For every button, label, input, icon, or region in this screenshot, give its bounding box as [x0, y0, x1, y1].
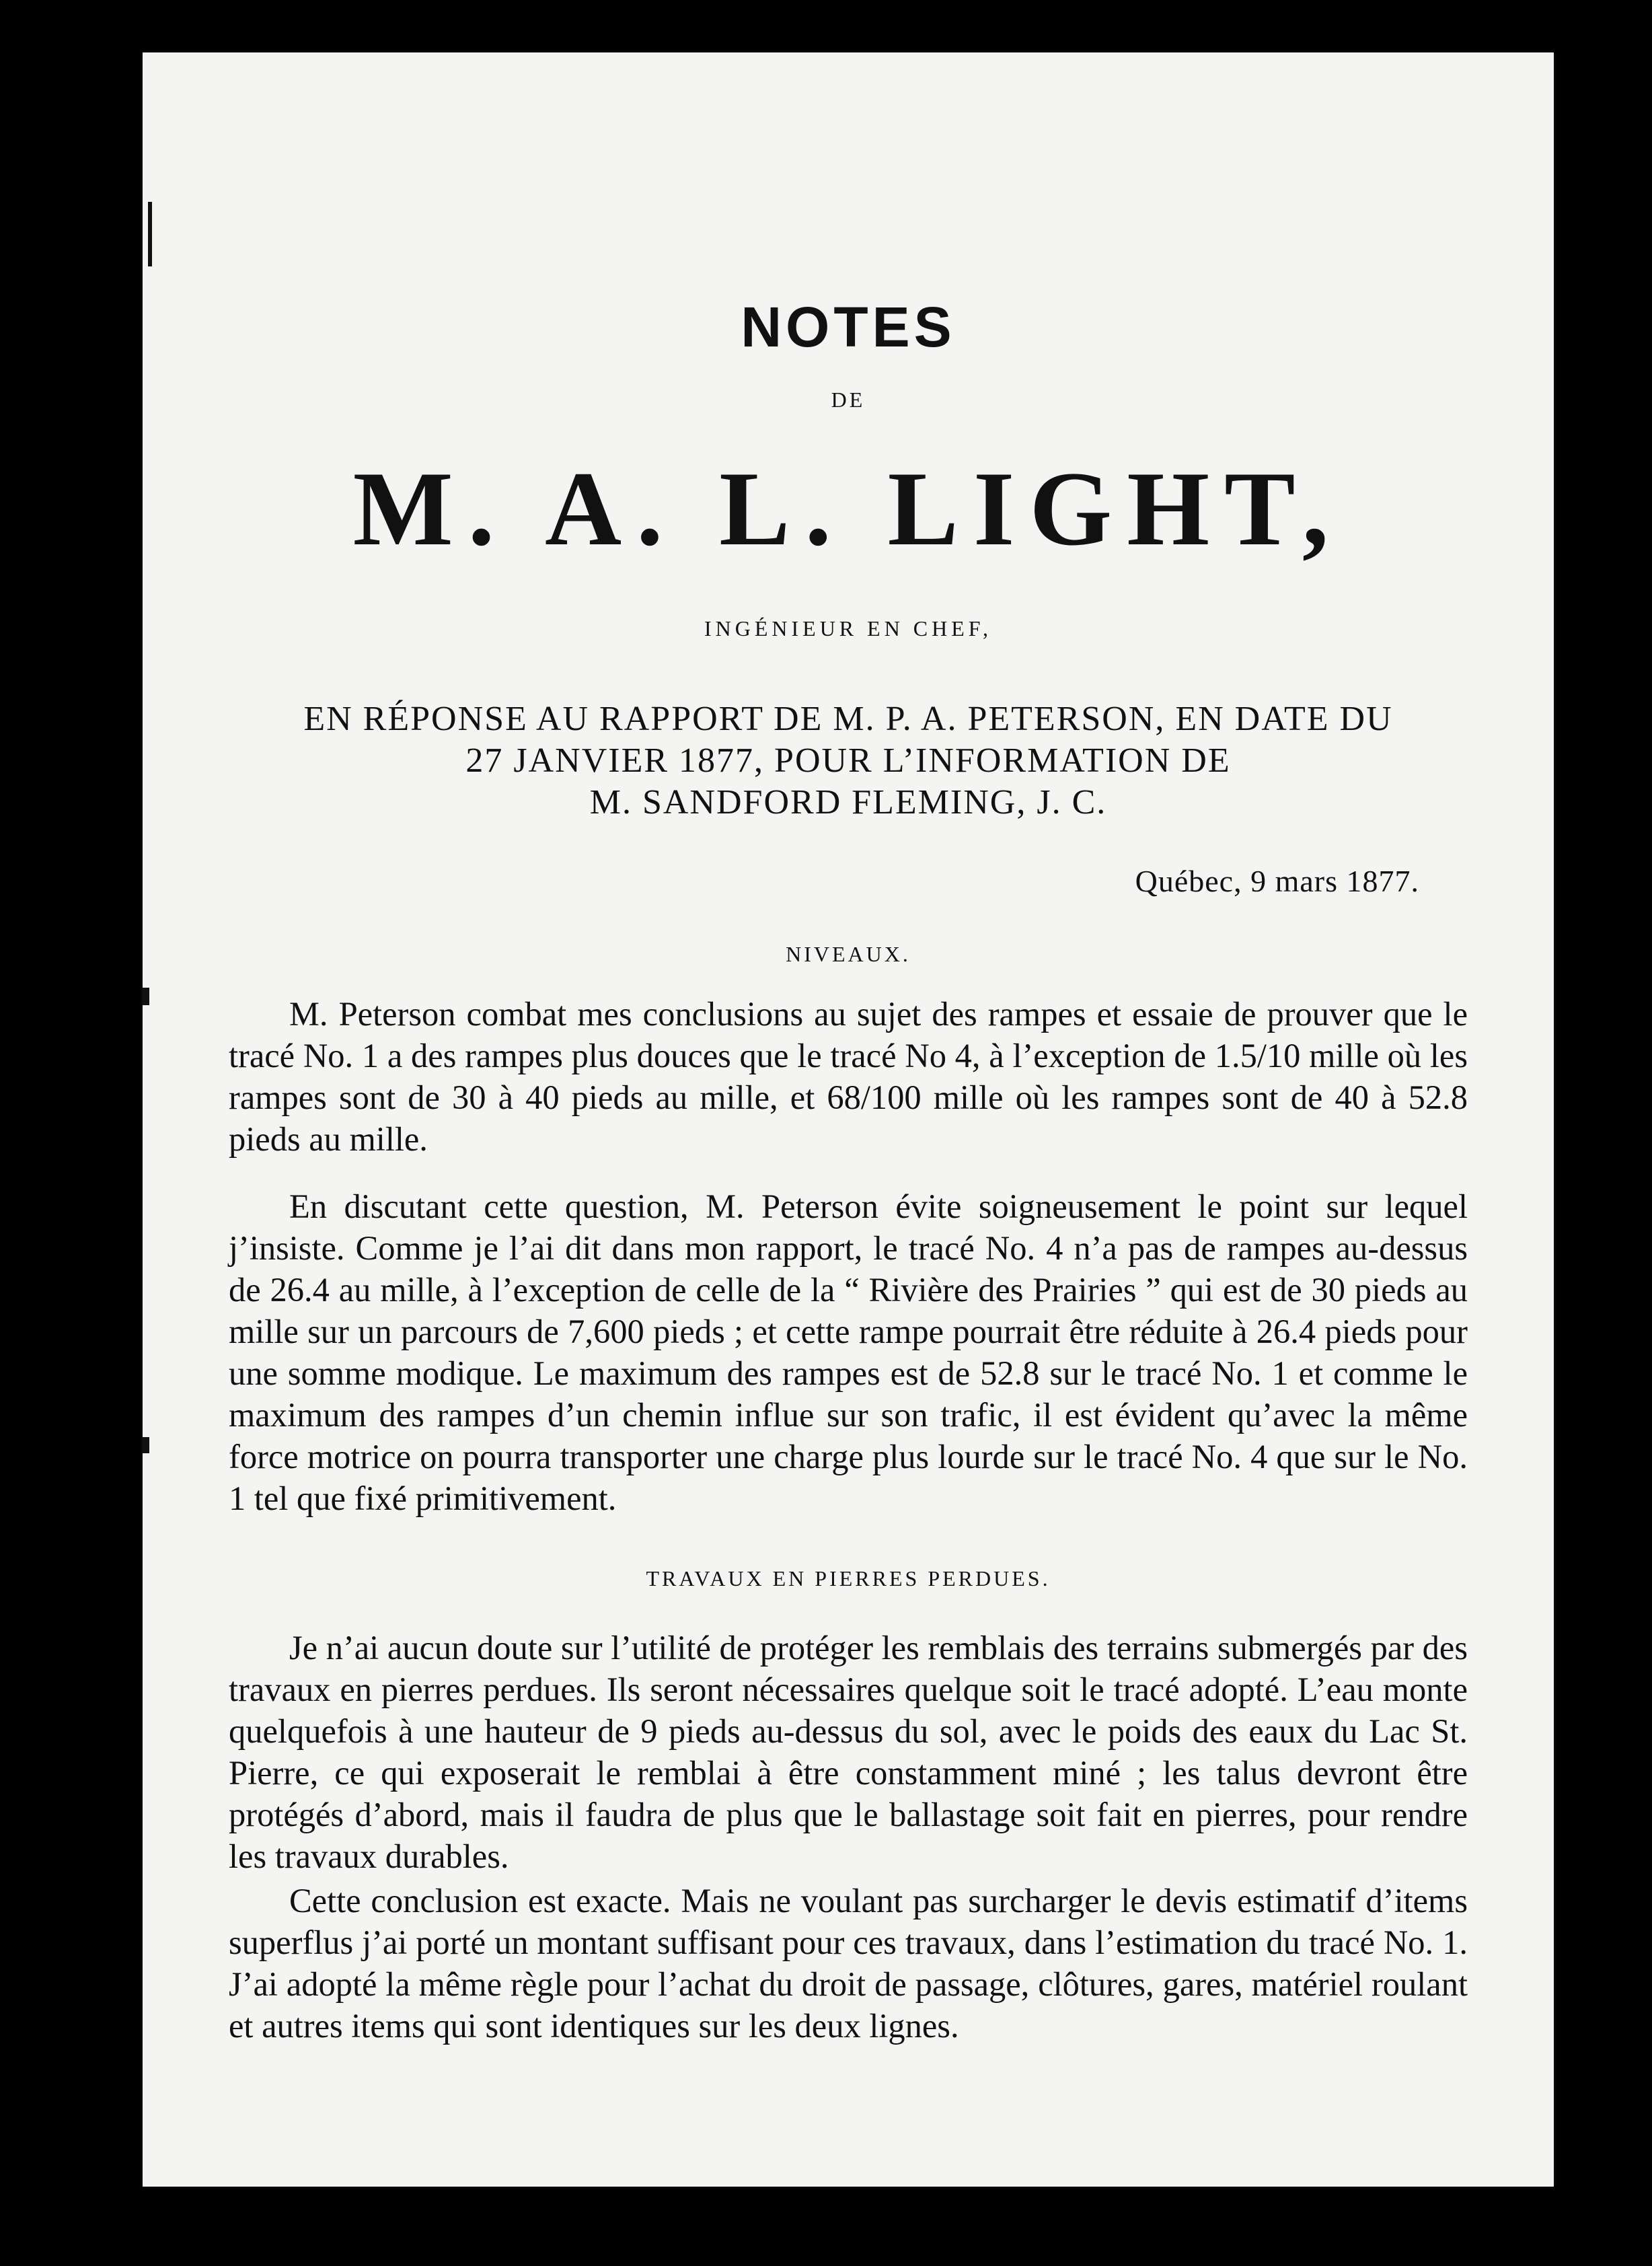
document-title: NOTES — [741, 295, 956, 359]
paragraph: Cette conclusion est exacte. Mais ne voulant pas surcharger le devis estimatif d’items superflus j’ai porté un montant suffisant pour ces travaux, dans l’estimation du tracé No. 1. J’ai adopté la même règle pour l’achat du droit de passage, clôtures, gares, matériel roulant et autres items qui sont identiques sur les deux lignes. — [229, 1882, 1468, 2045]
paragraph: En discutant cette question, M. Peterson évite soigneusement le point sur lequel j’insiste. Comme je l’ai dit dans mon rapport, le tracé No. 4 n’a pas de rampes au-dessus de 26.4 au mille, à l’exception de celle de la “ Rivière des Prairies ” qui est de 30 pieds au mille sur un parcours de 7,600 pieds ; et cette rampe pourrait être réduite à 26.4 pieds pour une somme modique. Le maximum des rampes est de 52.8 sur le tracé No. 1 et comme le maximum des rampes d’un chemin influe sur son trafic, il est évident qu’avec la même force motrice on pourra transporter une charge plus lourde sur le tracé No. 4 que sur le No. 1 tel que fixé primitivement. — [229, 1187, 1468, 1517]
margin-mark — [143, 988, 149, 1005]
margin-mark — [148, 202, 152, 266]
section-heading: NIVEAUX. — [786, 942, 911, 966]
subtitle-line: 27 JANVIER 1877, POUR L’INFORMATION DE — [465, 741, 1231, 780]
subtitle-line: EN RÉPONSE AU RAPPORT DE M. P. A. PETERSON, EN DATE DU — [303, 700, 1393, 738]
subtitle-line: M. SANDFORD FLEMING, J. C. — [589, 783, 1107, 821]
paragraph: Je n’ai aucun doute sur l’utilité de protéger les remblais des terrains submergés par des travaux en pierres perdues. Ils seront nécessaires quelque soit le tracé adopté. L’eau monte quelquefois à une hauteur de 9 pieds au-dessus du sol, avec le poids des eaux du Lac St. Pierre, ce qui exposerait le remblai à être constamment miné ; les talus devront être protégés d’abord, mais il faudra de plus que le ballastage soit fait en pierres, pour rendre les travaux durables. — [229, 1629, 1468, 1875]
author-name: M. A. L. LIGHT, — [352, 450, 1344, 568]
paragraph: M. Peterson combat mes conclusions au sujet des rampes et essaie de prouver que le tracé No. 1 a des rampes plus douces que le tracé No 4, à l’exception de 1.5/10 mille où les rampes sont de 30 à 40 pieds au mille, et 68/100 mille où les rampes sont de 40 à 52.8 pieds au mille. — [229, 995, 1468, 1158]
dateline: Québec, 9 mars 1877. — [1135, 864, 1419, 898]
section-heading: TRAVAUX EN PIERRES PERDUES. — [646, 1566, 1051, 1591]
title-preposition: DE — [831, 388, 866, 412]
margin-mark — [143, 1437, 149, 1453]
author-role: INGÉNIEUR EN CHEF, — [704, 616, 993, 641]
document-subtitle — [229, 698, 1468, 824]
scanned-page — [143, 52, 1554, 2187]
